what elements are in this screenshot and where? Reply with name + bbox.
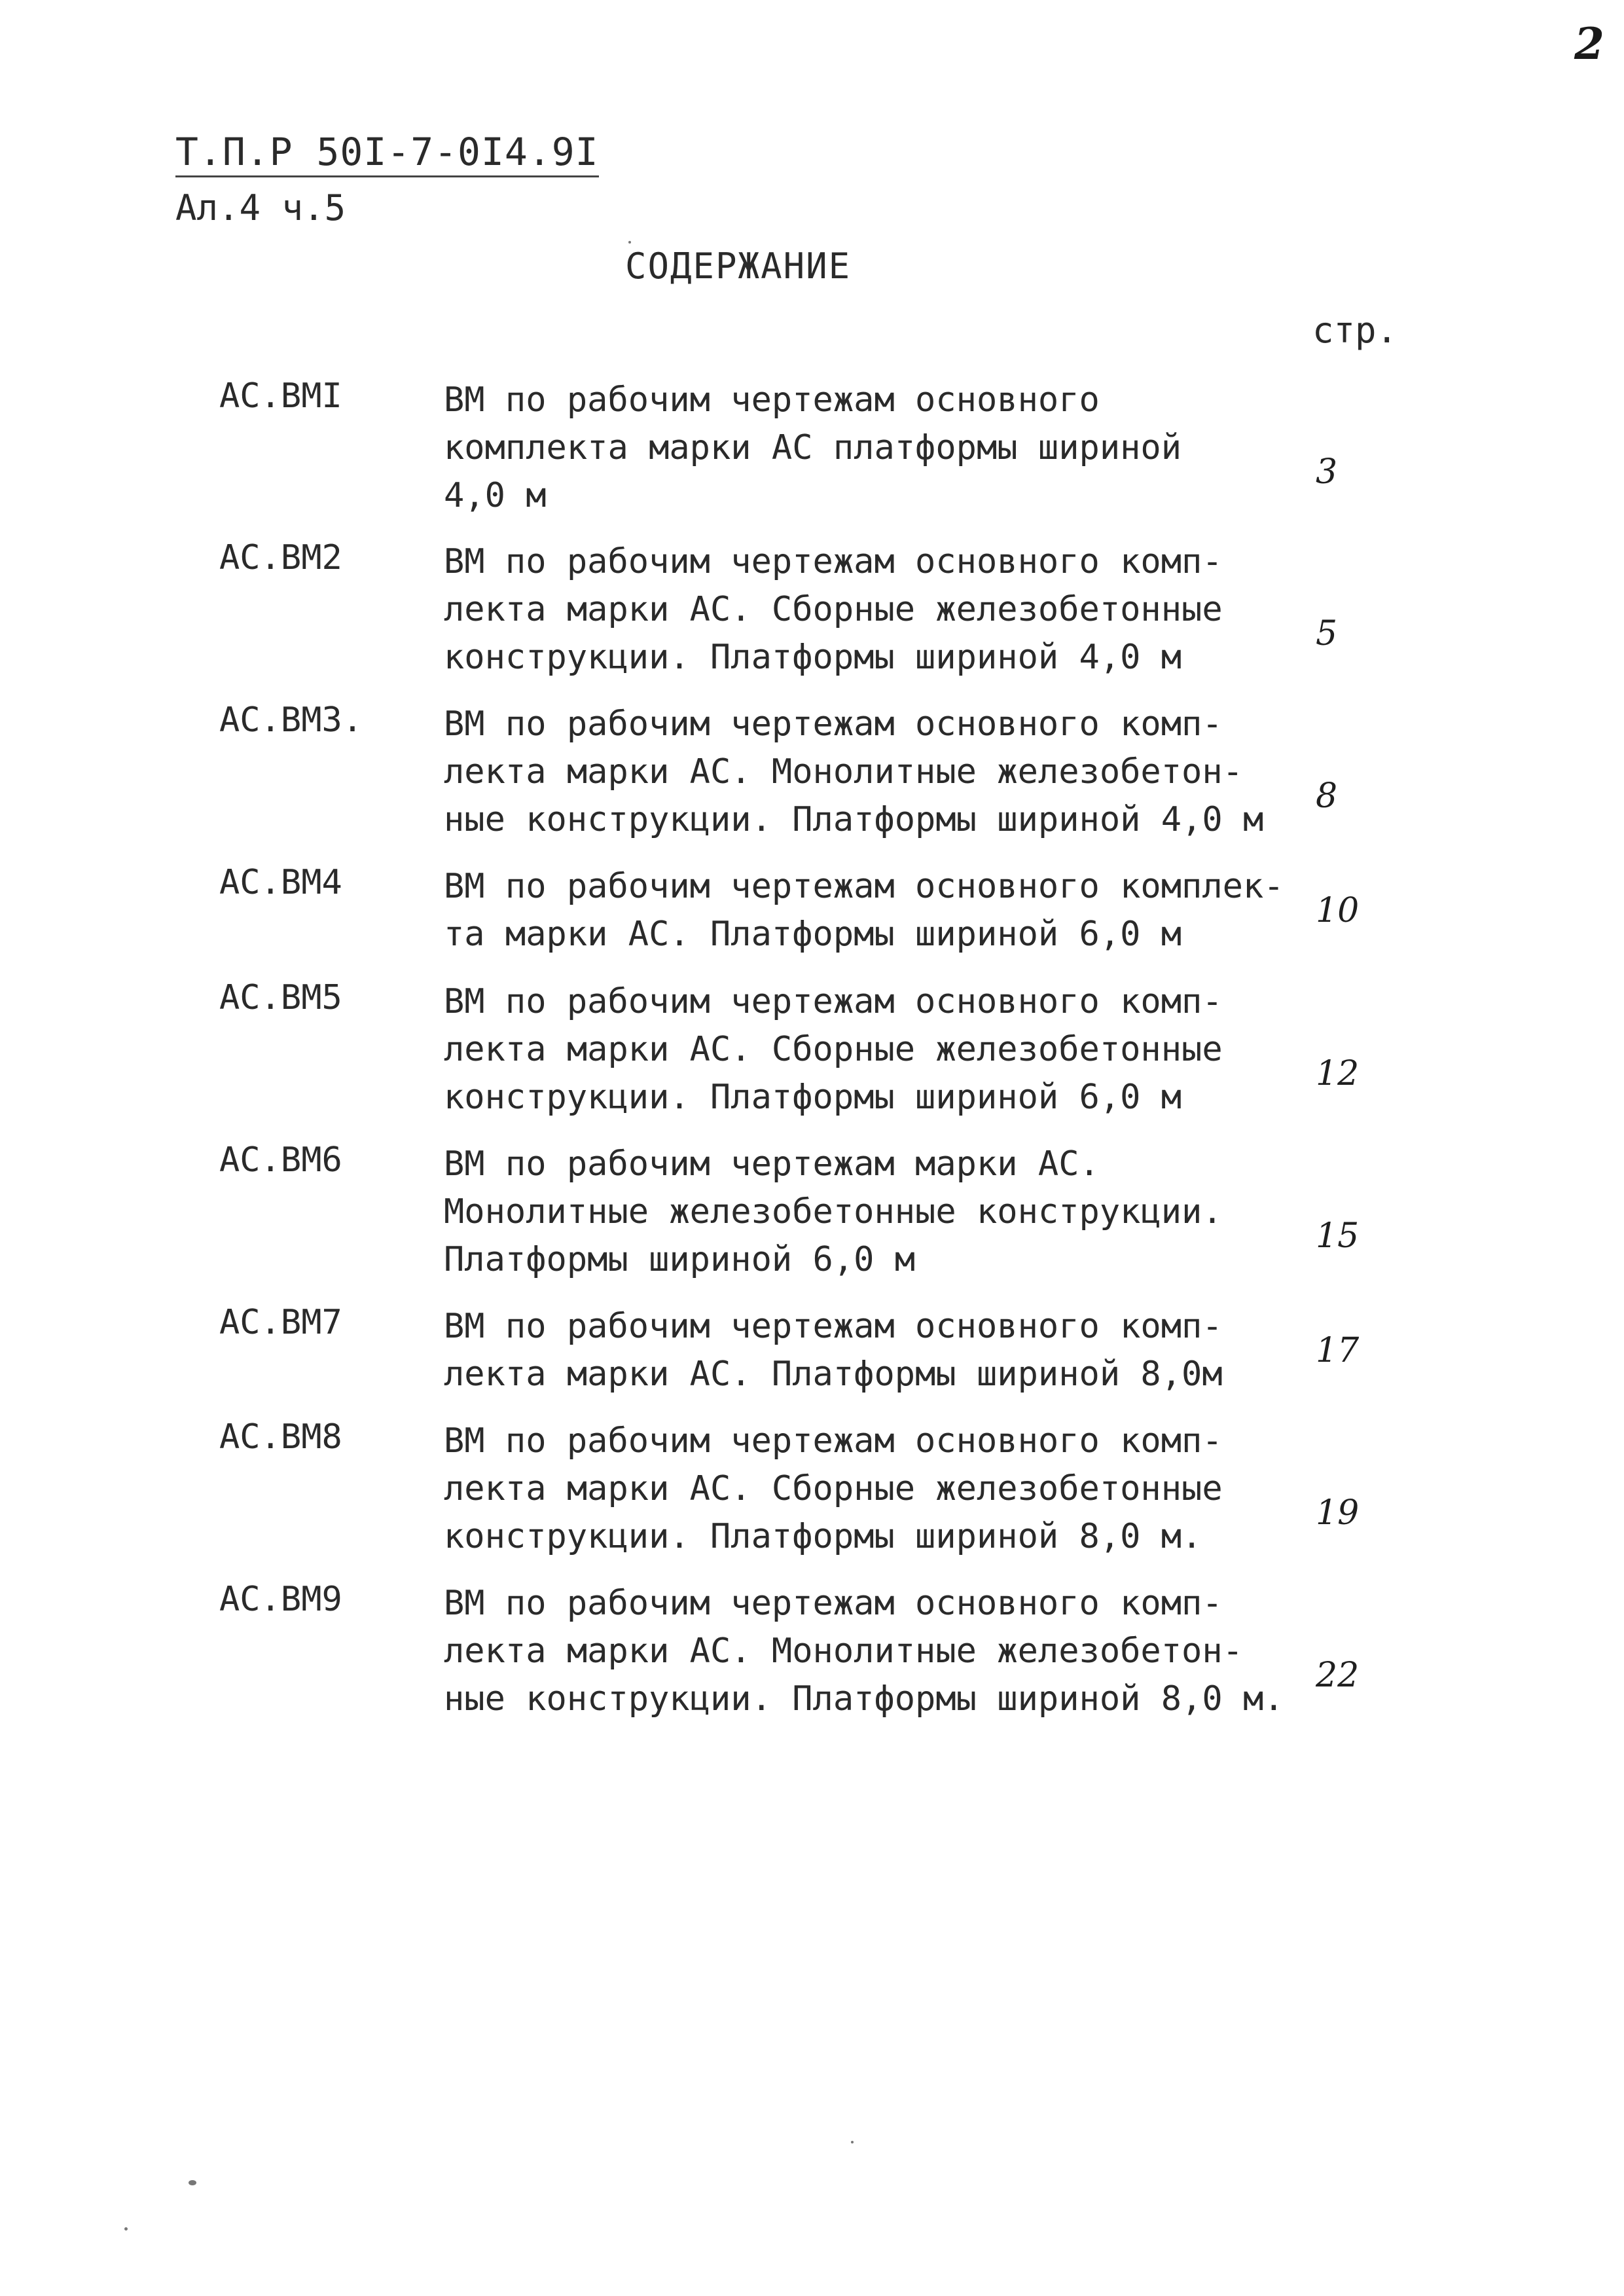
toc-entry-line: ВМ по рабочим чертежам основного комп- bbox=[444, 542, 1223, 581]
toc-entry-code: АС.ВМ6 bbox=[219, 1140, 342, 1180]
toc-entry-description bbox=[444, 1303, 1223, 1398]
toc-entry-line: конструкции. Платформы шириной 4,0 м bbox=[444, 638, 1182, 677]
toc-entry-line: Монолитные железобетонные конструкции. bbox=[444, 1192, 1223, 1231]
toc-entry-page-number: 10 bbox=[1316, 891, 1360, 930]
toc-entry-code: АС.ВМ7 bbox=[219, 1303, 342, 1342]
toc-entry-line: ВМ по рабочим чертежам основного комплек- bbox=[444, 867, 1284, 906]
document-part: Ал.4 ч.5 bbox=[175, 187, 346, 228]
toc-entry-code: АС.ВМ4 bbox=[219, 863, 342, 902]
toc-entry-code: АС.ВМ9 bbox=[219, 1580, 342, 1619]
toc-entry-page-number: 3 bbox=[1316, 452, 1338, 492]
toc-entry-line: конструкции. Платформы шириной 8,0 м. bbox=[444, 1517, 1202, 1556]
toc-entry-page-number: 17 bbox=[1316, 1331, 1360, 1370]
toc-entry-description bbox=[444, 1417, 1223, 1561]
toc-entry-description bbox=[444, 1580, 1284, 1723]
toc-entry-line: ВМ по рабочим чертежам марки АС. bbox=[444, 1144, 1100, 1184]
toc-entry-code: АС.ВМ2 bbox=[219, 538, 342, 577]
toc-entry-line: ВМ по рабочим чертежам основного комп- bbox=[444, 1584, 1223, 1623]
toc-entry-description bbox=[444, 978, 1223, 1121]
toc-entry-line: ВМ по рабочим чертежам основного комп- bbox=[444, 704, 1223, 744]
page-title: СОДЕРЖАНИЕ bbox=[625, 246, 852, 287]
toc-entry-page-number: 12 bbox=[1316, 1054, 1360, 1093]
toc-entry-line: ВМ по рабочим чертежам основного комп- bbox=[444, 982, 1223, 1021]
toc-entry-page-number: 8 bbox=[1316, 776, 1338, 816]
toc-entry-line: ВМ по рабочим чертежам основного комп- bbox=[444, 1421, 1223, 1461]
scan-speck bbox=[124, 2227, 128, 2231]
toc-entry-line: конструкции. Платформы шириной 6,0 м bbox=[444, 1078, 1182, 1117]
toc-entry-page-number: 5 bbox=[1316, 614, 1338, 653]
toc-entry-line: лекта марки АС. Сборные железобетонные bbox=[444, 1469, 1223, 1508]
toc-entry-code: АС.ВМ5 bbox=[219, 978, 342, 1017]
toc-entry-line: ВМ по рабочим чертежам основного bbox=[444, 380, 1100, 420]
toc-entry-code: АС.ВМ8 bbox=[219, 1417, 342, 1457]
toc-entry-code: АС.ВМI bbox=[219, 376, 342, 416]
toc-entry-line: ные конструкции. Платформы шириной 4,0 м bbox=[444, 800, 1264, 839]
toc-entry-page-number: 15 bbox=[1316, 1216, 1360, 1256]
toc-entry-line: лекта марки АС. Сборные железобетонные bbox=[444, 590, 1223, 629]
toc-entry-line: Платформы шириной 6,0 м bbox=[444, 1240, 916, 1279]
toc-entry-line: лекта марки АС. Платформы шириной 8,0м bbox=[444, 1355, 1223, 1394]
toc-entry-description bbox=[444, 376, 1182, 520]
document-code: Т.П.Р 50I-7-0I4.9I bbox=[175, 130, 599, 177]
toc-entry-code: АС.ВМ3. bbox=[219, 701, 363, 740]
scan-speck bbox=[851, 2141, 854, 2143]
toc-entry-description bbox=[444, 1140, 1223, 1284]
toc-entry-line: лекта марки АС. Сборные железобетонные bbox=[444, 1030, 1223, 1069]
scan-speck bbox=[628, 241, 631, 244]
toc-entry-line: 4,0 м bbox=[444, 476, 547, 515]
toc-entry-line: лекта марки АС. Монолитные железобетон- bbox=[444, 752, 1243, 792]
toc-entry-line: ВМ по рабочим чертежам основного комп- bbox=[444, 1307, 1223, 1346]
sheet-number: 2 bbox=[1574, 18, 1604, 69]
toc-entry-line: лекта марки АС. Монолитные железобетон- bbox=[444, 1631, 1243, 1671]
toc-entry-line: комплекта марки АС платформы шириной bbox=[444, 428, 1182, 467]
toc-entry-page-number: 19 bbox=[1316, 1493, 1360, 1533]
toc-entry-line: ные конструкции. Платформы шириной 8,0 м. bbox=[444, 1679, 1284, 1719]
toc-entry-description bbox=[444, 701, 1263, 844]
toc-entry-page-number: 22 bbox=[1316, 1656, 1360, 1695]
page-column-header: стр. bbox=[1312, 310, 1398, 351]
toc-entry-description bbox=[444, 863, 1284, 958]
toc-entry-line: та марки АС. Платформы шириной 6,0 м bbox=[444, 915, 1182, 954]
toc-entry-description bbox=[444, 538, 1223, 682]
scan-speck bbox=[189, 2180, 196, 2185]
